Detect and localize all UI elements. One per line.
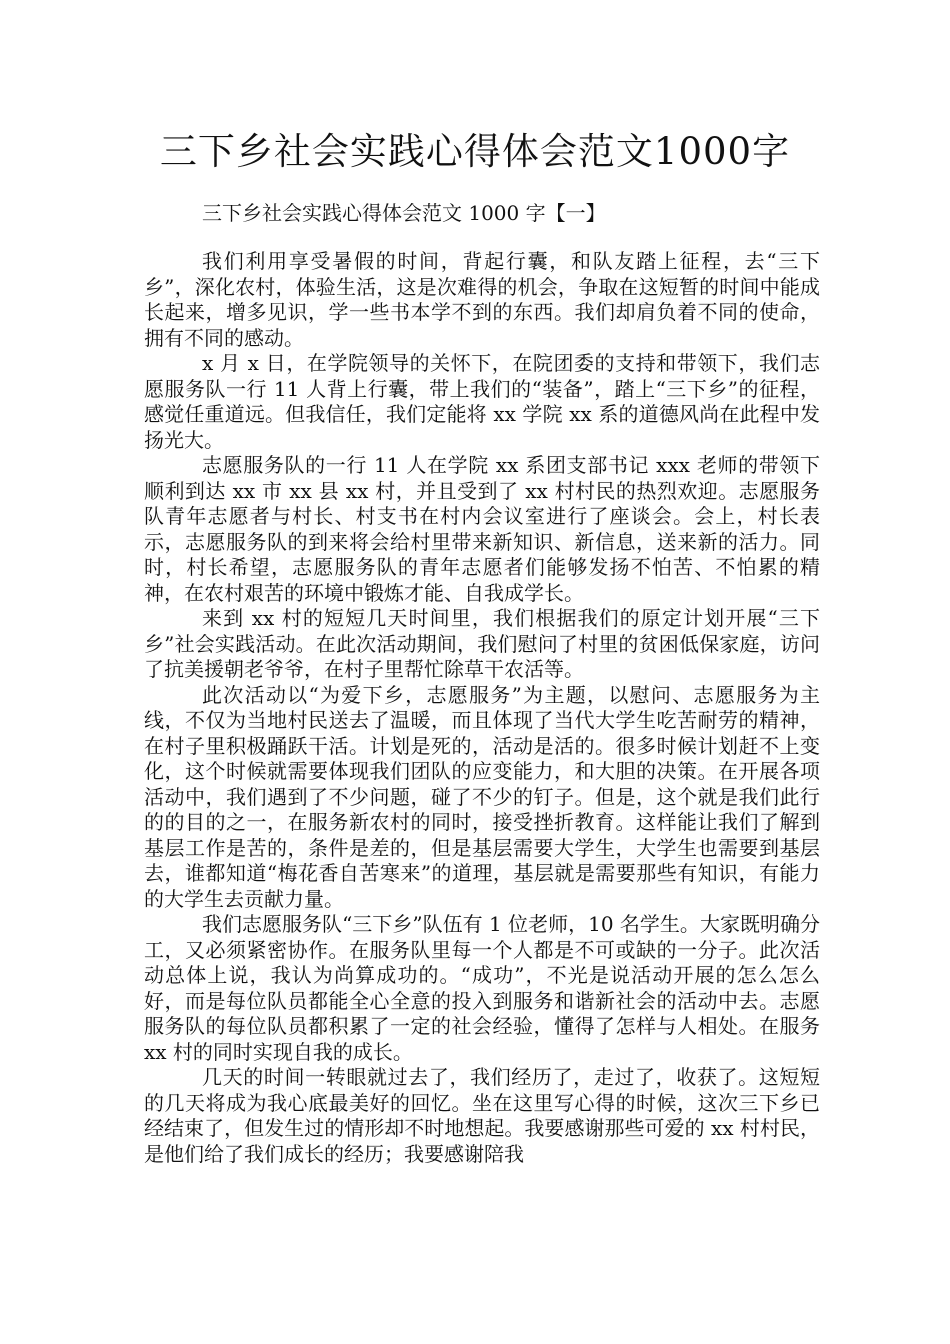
document-body — [144, 249, 820, 1167]
paragraph-6: 我们志愿服务队“三下乡”队伍有 1 位老师，10 名学生。大家既明确分工，又必须紧密协作。在服务队里每一个人都是不可或缺的一分子。此次活动总体上说，我认为尚算成功的。“成功”，不光是说活动开展的怎么怎么好，而是每位队员都能全心全意的投入到服务和谐新社会的活动中去。志愿服务队的每位队员都积累了一定的社会经验，懂得了怎样与人相处。在服务 xx 村的同时实现自我的成长。 — [144, 912, 820, 1064]
document-title: 三下乡社会实践心得体会范文1000字 — [159, 130, 791, 173]
paragraph-3: 志愿服务队的一行 11 人在学院 xx 系团支部书记 xxx 老师的带领下顺利到达 xx 市 xx 县 xx 村，并且受到了 xx 村村民的热烈欢迎。志愿服务队青年志愿者与村长、村支书在村内会议室进行了座谈会。会上，村长表示，志愿服务队的到来将会给村里带来新知识、新信息，送来新的活力。同时，村长希望，志愿服务队的青年志愿者们能够发扬不怕苦、不怕累的精神，在农村艰苦的环境中锻炼才能、自我成学长。 — [144, 453, 820, 605]
document-subtitle: 三下乡社会实践心得体会范文 1000 字【一】 — [202, 201, 606, 225]
paragraph-2: x 月 x 日，在学院领导的关怀下，在院团委的支持和带领下，我们志愿服务队一行 11 人背上行囊，带上我们的“装备”，踏上“三下乡”的征程，感觉任重道远。但我信任，我们定能将 xx 学院 xx 系的道德风尚在此程中发扬光大。 — [144, 351, 820, 452]
paragraph-4: 来到 xx 村的短短几天时间里，我们根据我们的原定计划开展“三下乡”社会实践活动。在此次活动期间，我们慰问了村里的贫困低保家庭，访问了抗美援朝老爷爷，在村子里帮忙除草干农活等。 — [144, 606, 820, 681]
paragraph-1: 我们利用享受暑假的时间，背起行囊，和队友踏上征程，去“三下乡”，深化农村，体验生活，这是次难得的机会，争取在这短暂的时间中能成长起来，增多见识，学一些书本学不到的东西。我们却肩负着不同的使命，拥有不同的感动。 — [144, 249, 820, 350]
paragraph-5: 此次活动以“为爱下乡，志愿服务”为主题，以慰问、志愿服务为主线，不仅为当地村民送去了温暖，而且体现了当代大学生吃苦耐劳的精神，在村子里积极踊跃干活。计划是死的，活动是活的。很多时候计划赶不上变化，这个时候就需要体现我们团队的应变能力，和大胆的决策。在开展各项活动中，我们遇到了不少问题，碰了不少的钉子。但是，这个就是我们此行的的目的之一，在服务新农村的同时，接受挫折教育。这样能让我们了解到基层工作是苦的，条件是差的，但是基层需要大学生，大学生也需要到基层去，谁都知道“梅花香自苦寒来”的道理，基层就是需要那些有知识，有能力的大学生去贡献力量。 — [144, 682, 820, 911]
paragraph-7: 几天的时间一转眼就过去了，我们经历了，走过了，收获了。这短短的几天将成为我心底最美好的回忆。坐在这里写心得的时候，这次三下乡已经结束了，但发生过的情形却不时地想起。我要感谢那些可爱的 xx 村村民，是他们给了我们成长的经历；我要感谢陪我 — [144, 1065, 820, 1166]
